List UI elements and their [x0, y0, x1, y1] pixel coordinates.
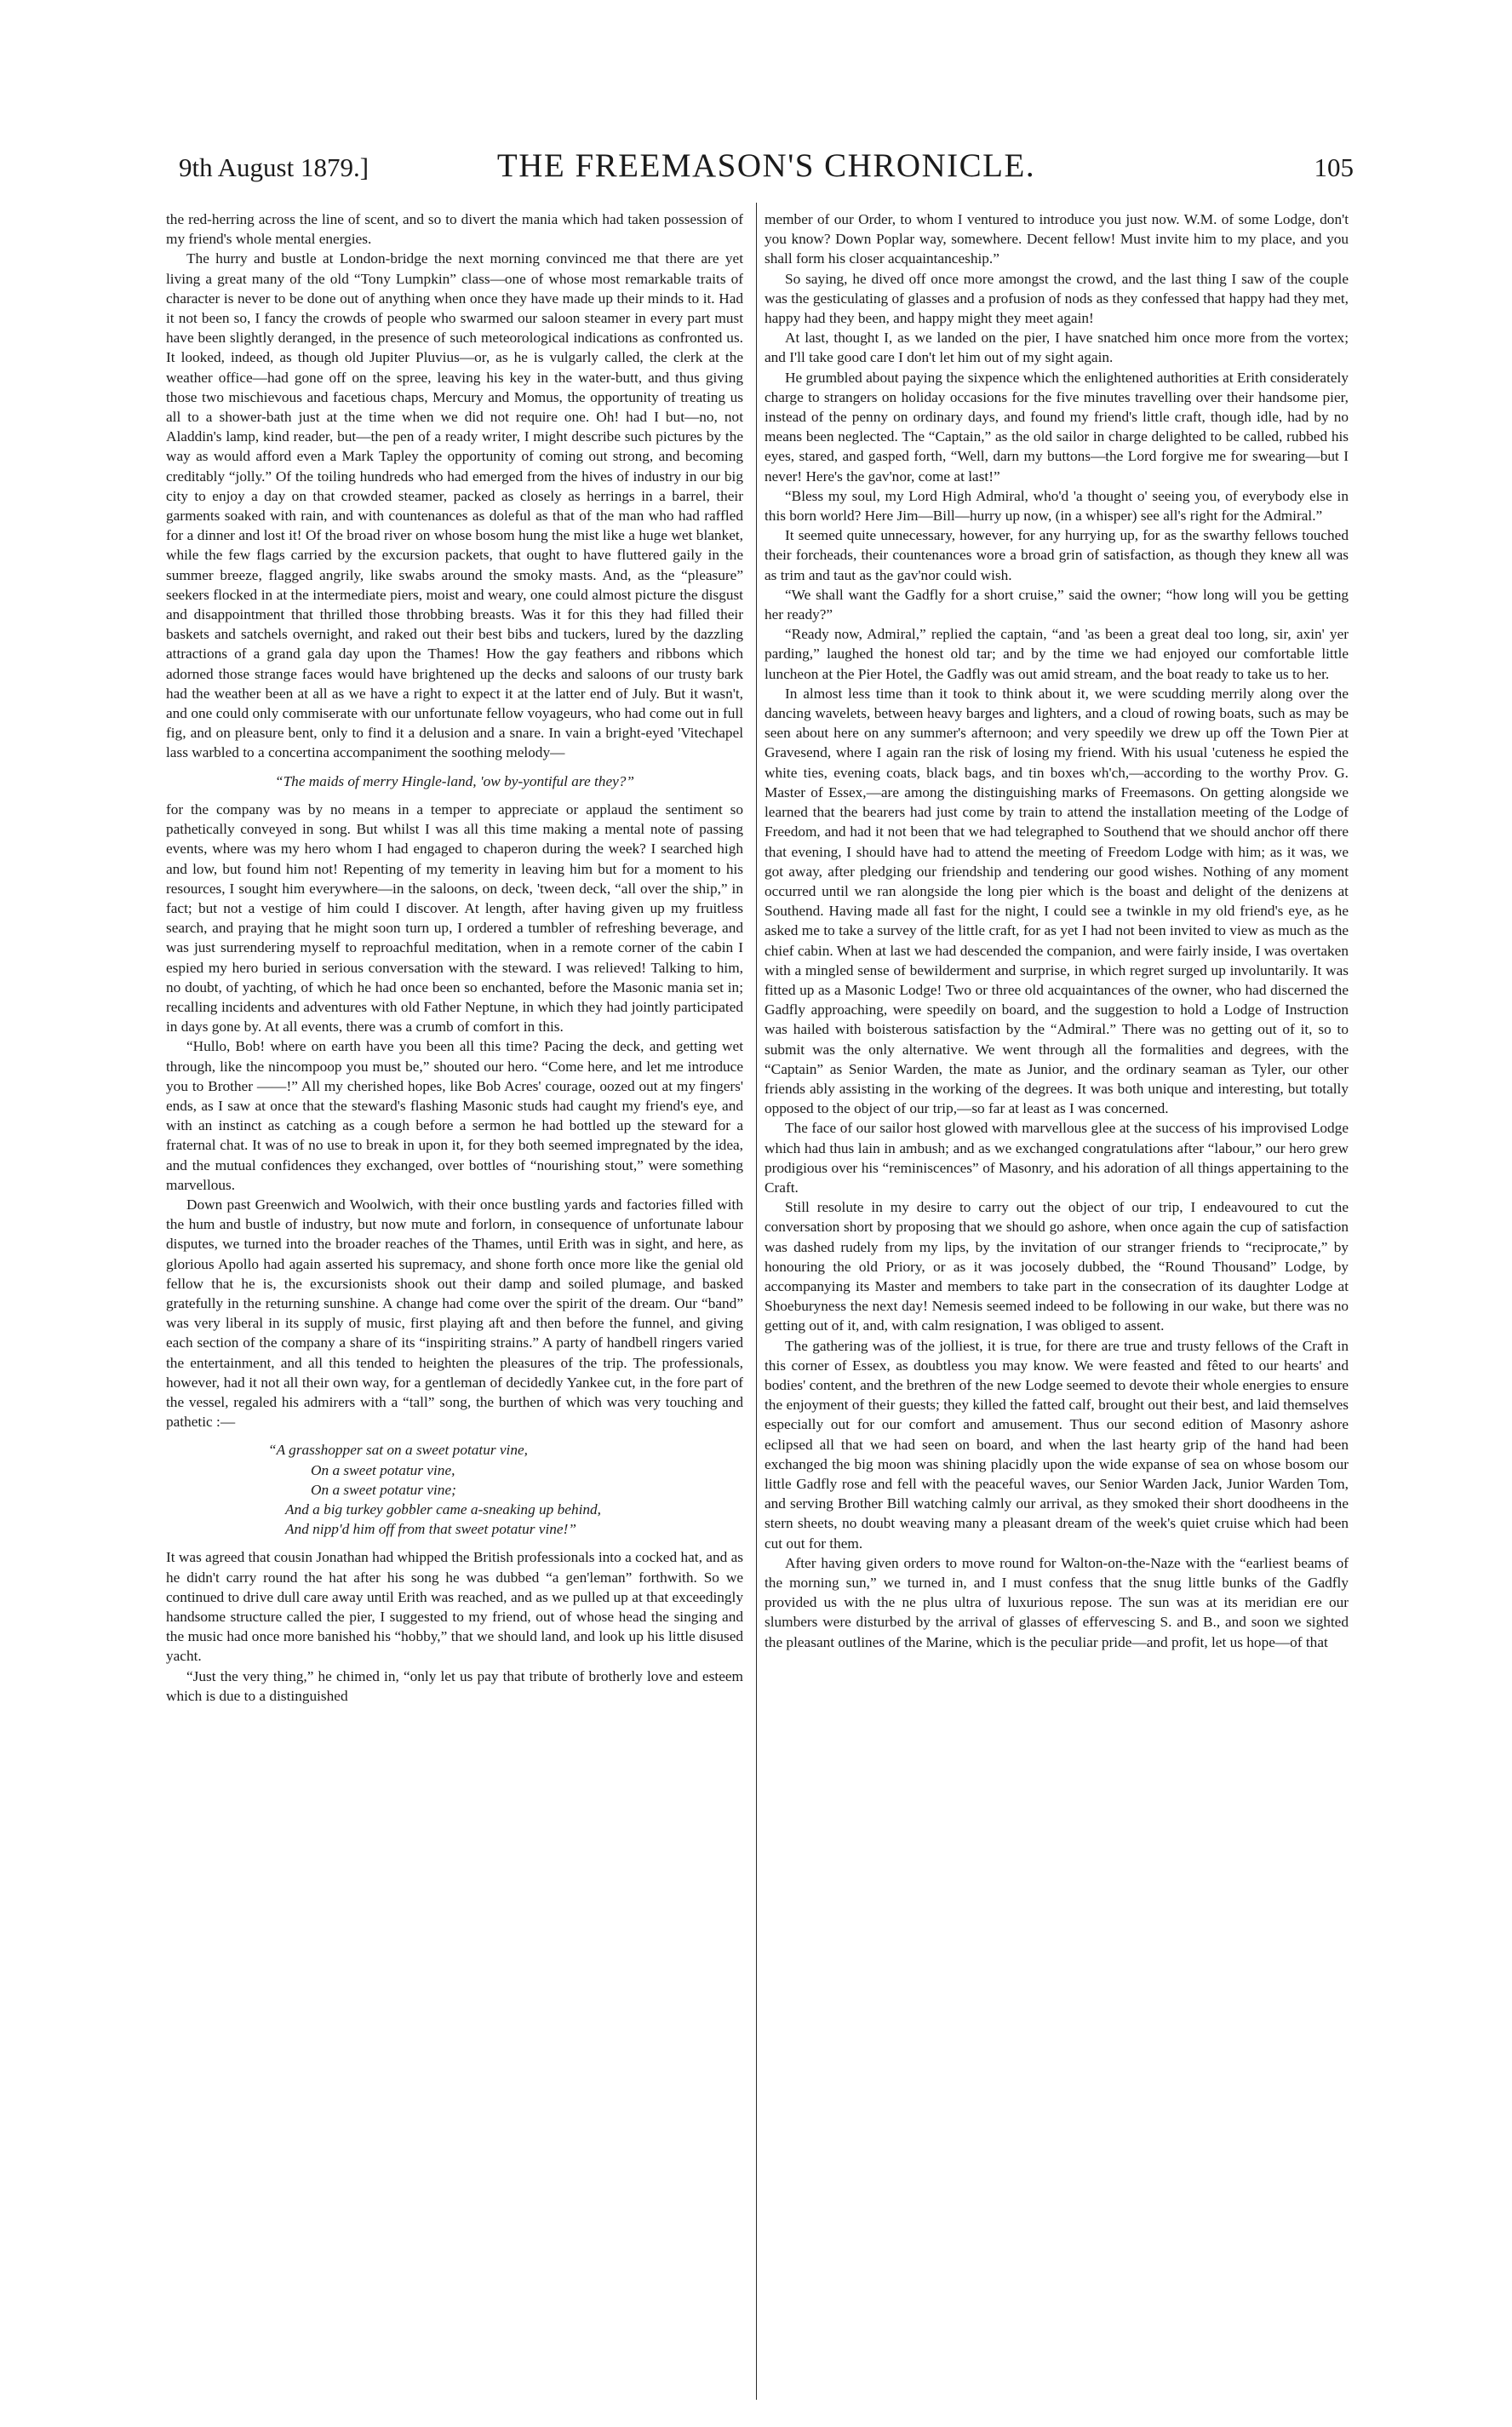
publication-title: THE FREEMASON'S CHRONICLE. [496, 147, 1036, 184]
paragraph: So saying, he dived off once more amongst the crowd, and the last thing I saw of the couple was the gesticulating of glasses and a profusion of nods as they confessed that happy had they met, happy had they been, and happy might they meet again! [765, 270, 1349, 327]
verse-line: On a sweet potatur vine; [311, 1481, 456, 1498]
verse-line: “The maids of merry Hingle-land, 'ow by-yontiful are they?” [274, 772, 635, 789]
paragraph: After having given orders to move round for Walton-on-the-Naze with the “earliest beams of the morning sun,” we turned in, and I must confess that the snug little bunks of the Gadfly provided us with the ne plus ultra of luxurious repose. The sun was at its meridian ere our slumbers were disturbed by the arrival of glasses of effervescing S. and B., and soon we sighted the pleasant outlines of the Marine, which is the peculiar pride—and profit, let us hope—of that [765, 1554, 1349, 1650]
paragraph: “Ready now, Admiral,” replied the captain, “and 'as been a great deal too long, sir, axin' yer parding,” laughed the honest old tar; and by the time we had enjoyed our comfortable little luncheon at the Pier Hotel, the Gadfly was out amid stream, and the boat ready to take us to her. [765, 626, 1349, 682]
page-number: 105 [1314, 152, 1354, 182]
verse-line: “A grasshopper sat on a sweet potatur vine, [268, 1442, 528, 1459]
paragraph: It seemed quite unnecessary, however, for any hurrying up, for as the swarthy fellows touched their forcheads, their countenances wore a broad grin of satisfaction, as though they knew all was as trim and taut as the gav'nor could wish. [765, 527, 1349, 583]
song-quote [166, 772, 743, 791]
paragraph: Still resolute in my desire to carry out the object of our trip, I endeavoured to cut the conversation short by proposing that we should go ashore, when once again the cup of satisfaction was dashed rudely from my lips, by the invitation of our stranger friends to “reciprocate,” by honouring the old Priory, or as it was jocosely dubbed, the “Round Thousand” Lodge, by accompanying its Master and members to take part in the consecration of its daughter Lodge at Shoeburyness the next day! Nemesis seemed indeed to be following in our wake, but there was no getting out of it, and, with calm resignation, I was obliged to assent. [765, 1199, 1349, 1334]
paragraph: The gathering was of the jolliest, it is true, for there are true and trusty fellows of the Craft in this corner of Essex, as doubtless you may know. We were feasted and fêted to our hearts' and bodies' content, and the brethren of the new Lodge seemed to devote their whole energies to ensure the enjoyment of their guests; they killed the fatted calf, brought out their best, and laid themselves especially out for our comfort and amusement. Thus our second edition of Masonry ashore eclipsed all that we had seen on board, and when the last hearty grip of the hand had been exchanged the big moon was shining placidly upon the wide expanse of sea on whose bosom our little Gadfly rose and fell with the peaceful waves, our Senior Warden Jack, Junior Warden Tom, and serving Brother Bill watching calmly our arrival, as they smoked their short doodheens in the stern sheets, no doubt weaving many a pleasant dream of the week's quiet cruise which had been cut out for them. [765, 1337, 1349, 1552]
paragraph: The face of our sailor host glowed with marvellous glee at the success of his improvised Lodge which had thus lain in ambush; and as we exchanged congratulations after “labour,” our hero grew prodigious over his “reminiscences” of Masonry, and his adoration of all things appertaining to the Craft. [765, 1120, 1349, 1196]
left-column [166, 209, 743, 2407]
right-column [765, 209, 1349, 2407]
masthead [179, 146, 1354, 198]
paragraph: “Just the very thing,” he chimed in, “only let us pay that tribute of brotherly love and esteem which is due to a distinguished [166, 1667, 743, 1704]
paragraph: “Hullo, Bob! where on earth have you been all this time? Pacing the deck, and getting wet through, like the nincompoop you must be,” shouted our hero. “Come here, and let me introduce you to Brother ——!” All my cherished hopes, like Bob Acres' courage, oozed out at my fingers' ends, as I saw at once that the steward's flashing Masonic studs had caught my friend's eye, and with an instinct as catching as a cough before a sermon he had bottled up the steward for a fraternal chat. It was of no use to break in upon it, for they both seemed impregnated by the idea, and the mutual confidences they exchanged, over bottles of “nourishing stout,” were something marvellous. [166, 1038, 743, 1193]
verse-line: On a sweet potatur vine, [311, 1461, 455, 1478]
paragraph: In almost less time than it took to think about it, we were scudding merrily along over the dancing wavelets, between heavy barges and lighters, and a cloud of rowing boats, such as may be seen about here on any summer's afternoon; and very speedily we drew up off the Town Pier at Gravesend, where I again ran the risk of losing my friend. With his usual 'cuteness he espied the white ties, evening coats, black bags, and tin boxes wh'ch,—according to the worthy Prov. G. Master of Essex,—are among the distinguishing marks of Freemasons. On getting alongside we learned that the bearers had just come by train to attend the installation meeting of the Lodge of Freedom, and had it not been that we had telegraphed to Southend that we should anchor off there that evening, I should have had to attend the meeting of Freedom Lodge with him; as it was, we got away, after pledging our friendship and tendering our good wishes. Nothing of any moment occurred until we ran alongside the long pier which is the boast and delight of the denizens at Southend. Having made all fast for the night, I could see a twinkle in my old friend's eye, as he asked me to take a survey of the little craft, for as yet I had not been invited to view as much as the chief cabin. When at last we had descended the companion, and were fairly inside, I was overtaken with a mingled sense of bewilderment and surprise, in which regret surged up involuntarily. It was fitted up as a Masonic Lodge! Two or three old acquaintances of the owner, who had discerned the Gadfly approaching, were speedily on board, and the suggestion to hold a Lodge of Instruction was hailed with boisterous satisfaction by the “Admiral.” There was no getting out of it, so to submit was the only alternative. We went through all the formalities and degrees, with the “Captain” as Senior Warden, the mate as Junior, and the ordinary seaman as Tyler, our other friends ably assisting in the working of the degrees. It was both unique and interesting, but totally opposed to the object of our trip,—so far at least as I was concerned. [765, 685, 1349, 1117]
paragraph: “Bless my soul, my Lord High Admiral, who'd 'a thought o' seeing you, of everybody else in this born world? Here Jim—Bill—hurry up now, (in a whisper) see all's right for the Admiral.” [765, 487, 1349, 525]
paragraph: the red-herring across the line of scent, and so to divert the mania which had taken possession of my friend's whole mental energies. [166, 211, 743, 248]
paragraph: It was agreed that cousin Jonathan had whipped the British professionals into a cocked hat, and as he didn't carry round the hat after his song he was dubbed “a gen'leman” forthwith. So we continued to drive dull care away until Erith was reached, and as we pulled up at that exceedingly handsome structure called the pier, I suggested to my friend, out of whose head the singing and the music had once more banished his “hobby,” that we should land, and look up his little disused yacht. [166, 1549, 743, 1665]
song-verse [166, 1440, 743, 1539]
paragraph: The hurry and bustle at London-bridge the next morning convinced me that there are yet living a great many of the old “Tony Lumpkin” class—one of whose most remarkable traits of character is never to be done out of anything when once they have made up their minds to it. Had it not been so, I fancy the crowds of people who swarmed our saloon steamer in every part must have been slightly deranged, in the presence of such meteorological indications as confronted us. It looked, indeed, as though old Jupiter Pluvius—or, as he is vulgarly called, the clerk at the weather office—had gone off on the spree, leaving his key in the water-butt, and thus giving those two mischievous and facetious chaps, Mercury and Momus, the opportunity of treating us all to a shower-bath just at the time when we did not require one. Oh! had I but—no, not Aladdin's lamp, kind reader, but—the pen of a ready writer, I might describe such pictures by the way as would afford even a Mark Tapley the opportunity of coming out strong, and becoming creditably “jolly.” Of the toiling hundreds who had emerged from the hives of industry in our big city to enjoy a day on that crowded steamer, packed as closely as herrings in a barrel, their garments soaked with rain, and with countenances as doleful as that of the man who had raffled for a dinner and lost it! Of the broad river on whose bosom hung the mist like a huge wet blanket, while the few flags carried by the excursion packets, that ought to have fluttered gaily in the summer breeze, flagged angrily, like swabs around the smoky masts. And, as the “pleasure” seekers flocked in at the intermediate piers, moist and weary, one could almost picture the disgust and disappointment that thrilled those throbbing breasts. Was it for this they had filled their baskets and satchels overnight, and raked out their best bibs and tuckers, lured by the dazzling attractions of a grand gala day upon the Thames! How the gay feathers and ribbons which adorned those strange faces would have brightened up the decks and saloons of our trusty bark had the weather been at all as we have a right to expect it at the latter end of July. But it wasn't, and one could only commiserate with our unfortunate fellow voyageurs, who had come out in full fig, and on pleasure bent, only to find it a delusion and a snare. In vain a bright-eyed 'Vitechapel lass warbled to a concertina accompaniment the soothing melody— [166, 250, 743, 761]
paragraph: for the company was by no means in a temper to appreciate or applaud the sentiment so pathetically conveyed in song. But whilst I was all this time making a mental note of passing events, where was my hero whom I had engaged to chaperon during the week? I searched high and low, but found him not! Repenting of my temerity in leaving him but for a moment to his resources, I sought him everywhere—in the saloons, on deck, 'tween deck, “all over the ship,” in fact; but not a vestige of him could I discover. At length, after having given up my fruitless search, and praying that he might soon turn up, I ordered a tumbler of refreshing beverage, and was just surrendering myself to reproachful meditation, when in a remote corner of the cabin I espied my hero buried in serious conversation with the steward. I was relieved! Talking to him, no doubt, of yachting, of which he had once been so enchanted, before the Masonic mania set in; recalling incidents and adventures with old Father Neptune, in which they had jointly participated in days gone by. At all events, there was a crumb of comfort in this. [166, 800, 743, 1036]
paragraph: member of our Order, to whom I ventured to introduce you just now. W.M. of some Lodge, don't you know? Down Poplar way, somewhere. Decent fellow! Must invite him to my place, and you shall form his closer acquaintanceship.” [765, 211, 1349, 267]
paragraph: “We shall want the Gadfly for a short cruise,” said the owner; “how long will you be getting her ready?” [765, 586, 1349, 623]
issue-date: 9th August 1879.] [179, 152, 369, 182]
paragraph: He grumbled about paying the sixpence which the enlightened authorities at Erith considerately charge to strangers on holiday occasions for the five minutes travelling over their handsome pier, instead of the penny on ordinary days, and found my friend's little craft, though idle, had by no means been neglected. The “Captain,” as the old sailor in charge delighted to be called, rubbed his eyes, stared, and gasped forth, “Well, darn my buttons—the Lord forgive me for swearing—but I never! Here's the gav'nor, come at last!” [765, 369, 1349, 485]
paragraph: Down past Greenwich and Woolwich, with their once bustling yards and factories filled with the hum and bustle of industry, but now mute and forlorn, in consequence of unfortunate labour disputes, we turned into the broader reaches of the Thames, until Erith was in sight, and here, as glorious Apollo had again asserted his supremacy, and shone forth once more like the genial old fellow that he is, the excursionists shook out their damp and soiled plumage, and basked gratefully in the returning sunshine. A change had come over the spirit of the dream. Our “band” was very liberal in its supply of music, first playing aft and then before the funnel, and giving each section of the company a share of its “inspiriting strains.” A party of handbell ringers varied the entertainment, and all this tended to heighten the pleasures of the trip. The professionals, however, had it not all their own way, for a gentleman of decidedly Yankee cut, in the fore part of the vessel, regaled his admirers with a “tall” song, the burthen of which was very touching and pathetic :— [166, 1196, 743, 1431]
verse-line: And a big turkey gobbler came a-sneaking up behind, [285, 1501, 601, 1518]
paragraph: At last, thought I, as we landed on the pier, I have snatched him once more from the vortex; and I'll take good care I don't let him out of my sight again. [765, 330, 1349, 366]
verse-line: And nipp'd him off from that sweet potatur vine!” [285, 1521, 576, 1538]
column-divider [756, 203, 757, 2400]
